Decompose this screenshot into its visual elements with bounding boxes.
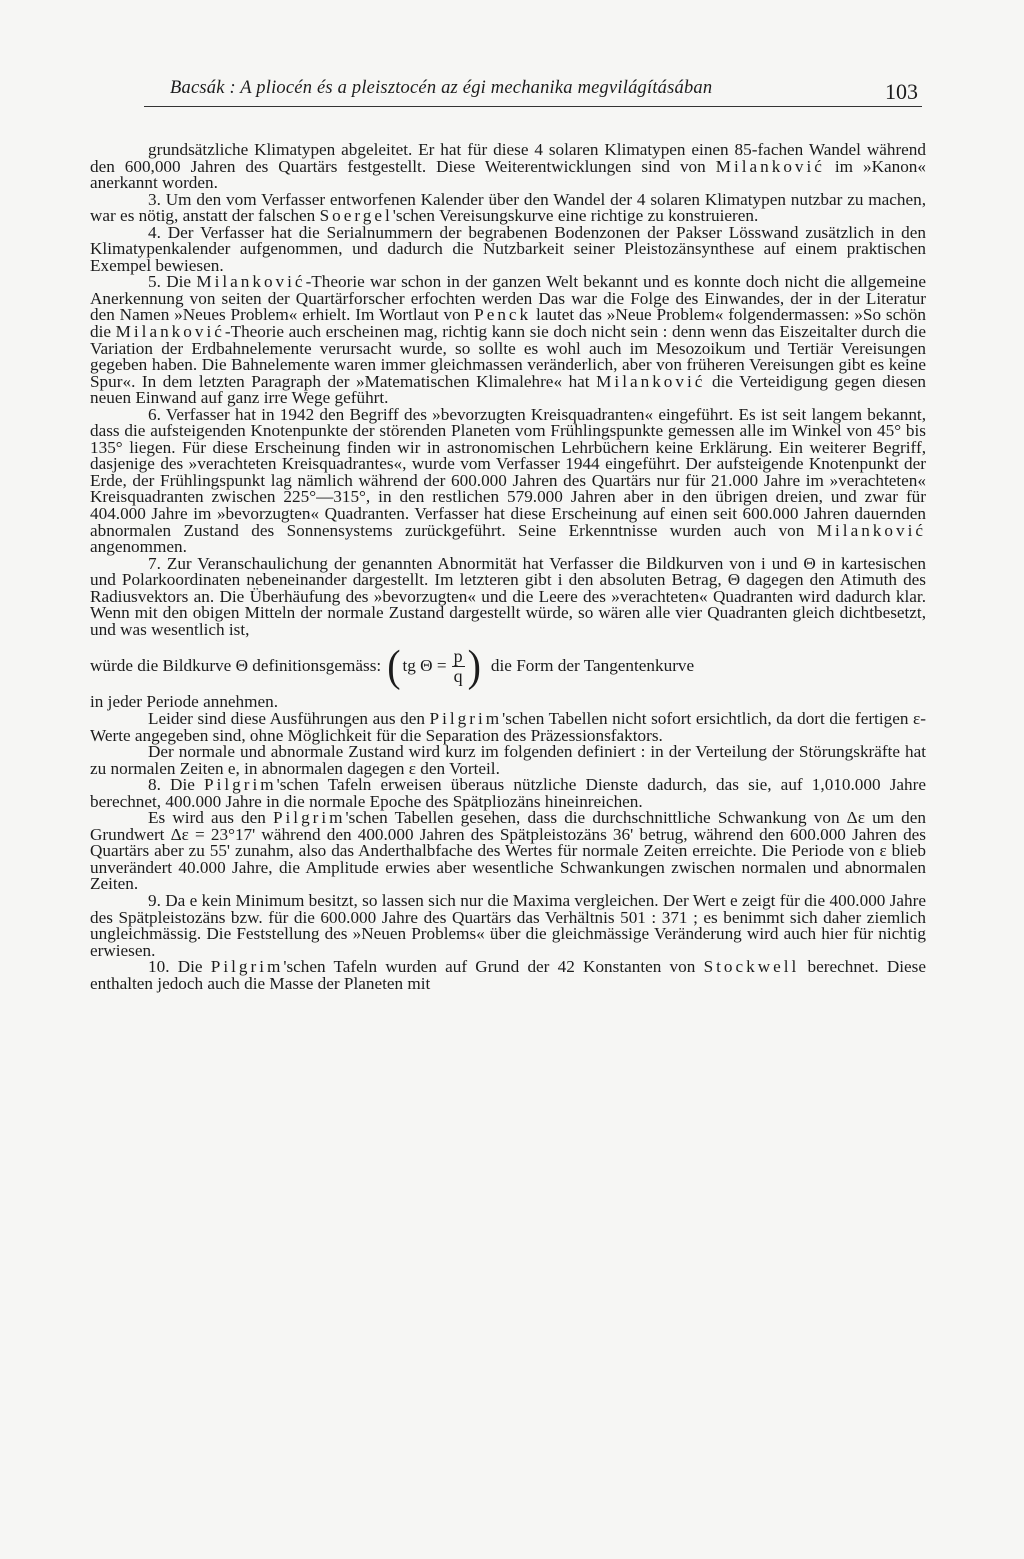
spaced-author-name: Pilgrim	[210, 957, 284, 977]
tangent-formula	[90, 640, 926, 692]
paragraph-text: im »Kanon« anerkannt worden.	[90, 156, 926, 193]
spaced-author-name: Pilgrim	[204, 775, 277, 795]
paragraph-text: berechnet. Diese enthalten jedoch auch die Masse der Planeten mit	[90, 957, 926, 993]
formula-numerator: p	[453, 645, 463, 666]
paragraph-text: 5. Die	[148, 272, 197, 292]
paragraph-group-before-formula	[90, 142, 926, 638]
paragraph	[90, 777, 926, 810]
paragraph-text: 9. Da e kein Minimum besitzt, so lassen sich nur die Maxima vergleichen. Der Wert e zeigt für die 400.000 Jahre des Spätpleistozäns bzw. für die 600.000 Jahre des Quartärs das Verhältnis 501 : 371 ; es benimmt sich daher ziemlich ungleichmässig. Die Feststellung des »Neuen Problems« über die gleichmässige Veränderung wird auch hier für nichtig erwiesen.	[90, 890, 926, 960]
paragraph-text: Leider sind diese Ausführungen aus den	[148, 708, 430, 728]
running-title: Bacsák : A pliocén és a pleisztocén az égi mechanika megvilágításában	[170, 78, 713, 98]
formula-lead-text: würde die Bildkurve Θ definitionsgemäss:	[90, 656, 382, 676]
paragraph-text: in jeder Periode annehmen.	[90, 692, 279, 712]
spaced-author-name: Stockwell	[703, 957, 800, 977]
paragraph	[90, 553, 926, 639]
paragraph-text: 'schen Tabellen gesehen, dass die durchschnittliche Schwankung von Δε um den Grundwert Δε = 23°17' während den 400.000 Jahren des Spätpleistozäns 36' betrug, während den 600.000 Jahren des Quartärs aber zu 55' zunahm, also das Anderthalbfache des Wertes für normale Zeiten erreichte. Die Periode von ε blieb unverändert 40.000 Jahre, die Amplitude erwies aber wesentliche Schwankungen zwischen normalen und abnormalen Zeiten.	[90, 808, 926, 894]
paragraph-text: 4. Der Verfasser hat die Serialnummern der begrabenen Bodenzonen der Pakser Lösswand zusätzlich in den Klimatypenkalender aufgenommen, und dadurch die Nutzbarkeit seiner Pleistozänsynthese auf einem praktischen Exempel bewiesen.	[90, 222, 926, 275]
page-header	[92, 72, 922, 112]
formula-open-paren: (	[387, 641, 401, 691]
paragraph	[90, 810, 926, 893]
spaced-author-name: Pilgrim	[272, 808, 346, 828]
paragraph	[90, 222, 926, 275]
spaced-author-name: Milanković	[196, 272, 306, 292]
paragraph	[90, 708, 926, 745]
paragraph-text: angenommen.	[90, 537, 187, 557]
paragraph-text: 6. Verfasser hat in 1942 den Begriff des »bevorzugten Kreisquadranten« eingeführt. Es ist seit langem bekannt, dass die aufsteigenden Knotenpunkte der störenden Planeten vom Frühlingspunkte gemessen alle im Winkel von 45° bis 135° liegen. Für diese Erscheinung finden wir in astronomischen Lehrbüchern keine Erklärung. Ein weiterer Begriff, dasjenige des »verachteten Kreisquadrantes«, wurde vom Verfasser 1944 eingeführt. Der aufsteigende Knotenpunkt der Erde, der Frühlingspunkt lag nämlich während der 600.000 Jahren des Quartärs nur für 21.000 Jahre im »verachteten« Kreisquadranten zwischen 225°—315°, in den restlichen 579.000 Jahren aber in den übrigen dreien, und zwar für 404.000 Jahre im »bevorzugten« Quadranten. Verfasser hat diese Erscheinung auf einen seit 600.000 Jahren dauernden abnormalen Zustand des Sonnensystems zurückgeführt. Seine Erkenntnisse wurden auch von	[90, 404, 926, 540]
paragraph-text: 'schen Tafeln erweisen überaus nützliche Dienste dadurch, das sie, auf 1,010.000 Jahre berechnet, 400.000 Jahre in die normale Epoche des Spätpliozäns hineinreichen.	[90, 775, 926, 811]
spaced-author-name: Pilgrim	[429, 708, 503, 728]
paragraph-text: -Theorie auch erscheinen mag, richtig kann sie doch nicht sein : denn wenn das Eiszeitalter durch die Variation der Erdbahnelemente verursacht wurde, so sollte es wohl auch im Mesozoikum und Tertiär Vereisungen gegeben haben. Die Bahnelemente waren immer gleichmassen veränderlich, aber von früheren Vereisungen gibt es keine Spur«. In dem letzten Paragraph der »Matematischen Klimalehre« hat	[90, 322, 927, 391]
spaced-author-name: Milanković	[715, 156, 825, 176]
paragraph-text: 'schen Tafeln wurden auf Grund der 42 Konstanten von	[283, 957, 704, 977]
paragraph	[90, 142, 926, 192]
spaced-author-name: Milanković	[115, 322, 225, 342]
paragraph-text: 'schen Tabellen nicht sofort ersichtlich, da dort die fertigen ε-Werte angegeben sind, ohne Möglichkeit für die Separation des Präzessionsfaktors.	[90, 708, 926, 745]
paragraph	[90, 959, 926, 992]
paragraph-text: grundsätzliche Klimatypen abgeleitet. Er hat für diese 4 solaren Klimatypen einen 85-fachen Wandel während den 600,000 Jahren des Quartärs festgestellt. Diese Weiterentwicklungen sind von	[90, 140, 926, 176]
page-number: 103	[885, 79, 918, 104]
paragraph	[90, 404, 926, 557]
header-rule	[144, 106, 922, 107]
paragraph	[90, 890, 926, 960]
paragraph	[90, 189, 926, 226]
paragraph-text: 8. Die	[148, 775, 205, 795]
paragraph-text: 'schen Vereisungskurve eine richtige zu konstruieren.	[392, 206, 759, 226]
paragraph-text: 10. Die	[148, 957, 211, 977]
paragraph-text: Der normale und abnormale Zustand wird kurz im folgenden definiert : in der Verteilung der Störungskräfte hat zu normalen Zeiten e, in abnormalen dagegen ε den Vorteil.	[90, 742, 926, 778]
spaced-author-name: Soergel	[319, 206, 393, 226]
formula-fraction	[452, 647, 465, 686]
formula-denominator: q	[453, 665, 463, 686]
paragraph-text: die Verteidigung gegen diesen neuen Einwand auf ganz irre Wege geführt.	[90, 371, 927, 408]
formula-expression: tg Θ =	[402, 656, 447, 676]
paragraph-text: 7. Zur Veranschaulichung der genannten Abnormität hat Verfasser die Bildkurven von i und Θ in kartesischen und Polarkoordinaten nebeneinander dargestellt. Im letzteren gibt i den absoluten Betrag, Θ dagegen den Atimuth des Radiusvektors an. Die Überhäufung des »bevorzugten« und die Leere des »verachteten« Quadranten wird dadurch klar. Wenn mit den obigen Mitteln der normale Zustand dargestellt würde, so wären alle vier Quadranten gleich dichtbesetzt, und was wesentlich ist,	[90, 553, 926, 639]
body-text	[90, 142, 926, 992]
paragraph-text: 3. Um den vom Verfasser entworfenen Kalender über den Wandel der 4 solaren Klimatypen nutzbar zu machen, war es nötig, anstatt der falschen	[90, 189, 926, 226]
formula-close-paren: )	[467, 641, 481, 691]
paragraph-group-after-formula	[90, 694, 926, 992]
paragraph-text: lautet das »Neue Problem« folgendermassen: »So schön die	[90, 305, 926, 342]
spaced-author-name: Penck	[474, 305, 532, 325]
spaced-author-name: Milanković	[596, 371, 706, 391]
paragraph-text: -Theorie war schon in der ganzen Welt bekannt und es konnte doch nicht die allgemeine Anerkennung von seiten der Quartärforscher erfochten werden Das war die Folge des Einwandes, der in der Literatur den Namen »Neues Problem« erhielt. Im Wortlaut von	[90, 272, 926, 325]
paragraph	[90, 274, 926, 406]
spaced-author-name: Milanković	[816, 520, 926, 540]
paragraph-text: Es wird aus den	[148, 808, 273, 828]
paragraph	[90, 744, 926, 777]
formula-trail-text: die Form der Tangentenkurve	[490, 656, 695, 676]
